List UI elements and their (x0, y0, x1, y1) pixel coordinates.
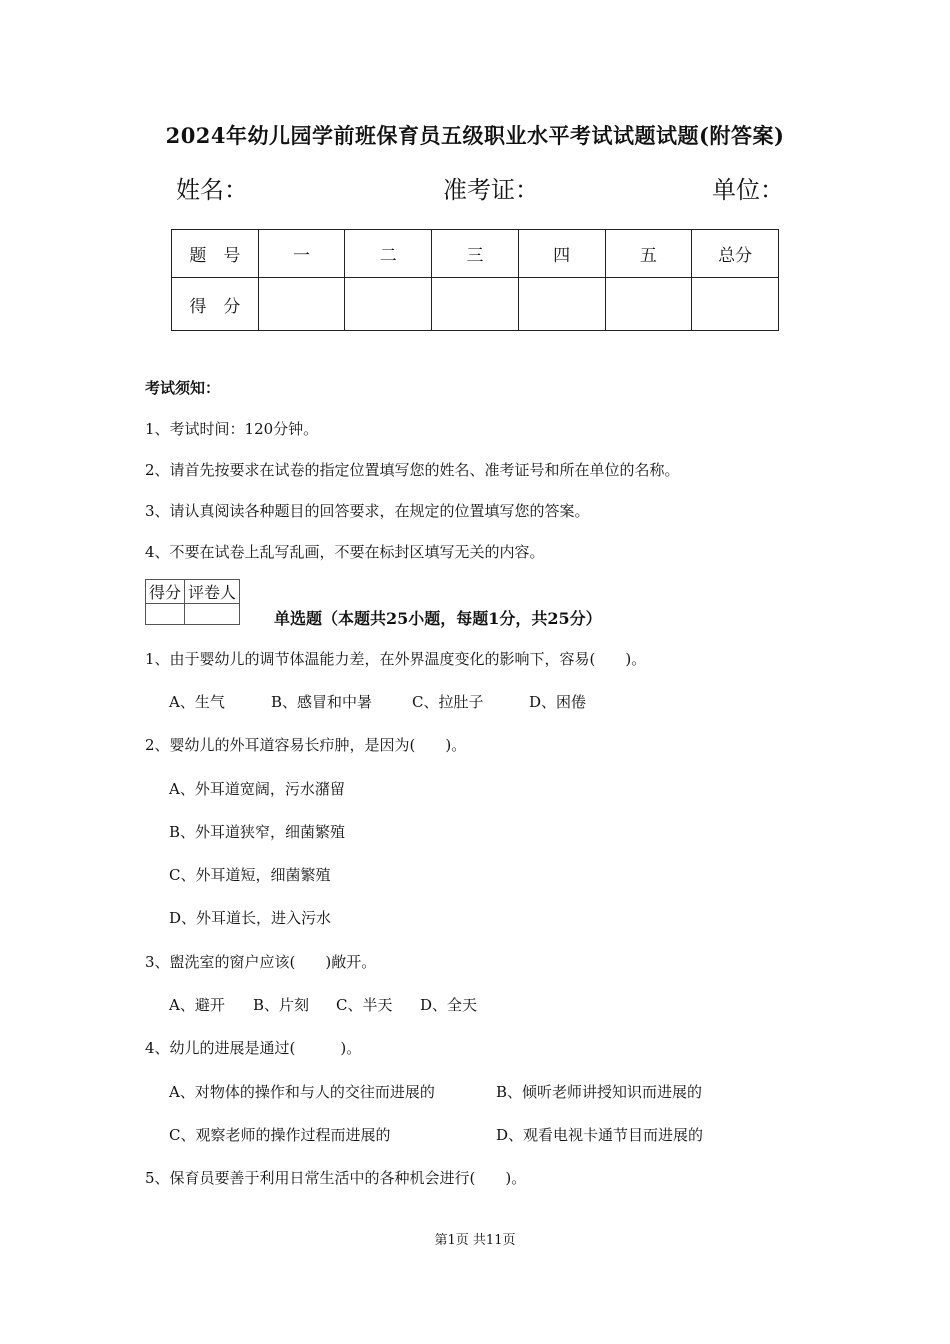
unit-field-label: 单位： (712, 176, 784, 204)
notes-item: 3、请认真阅读各种题目的回答要求，在规定的位置填写您的答案。 (145, 502, 590, 520)
question-option[interactable]: A、外耳道宽阔，污水潴留 (169, 780, 345, 798)
notes-item: 2、请首先按要求在试卷的指定位置填写您的姓名、准考证号和所在单位的名称。 (145, 461, 680, 479)
question-option[interactable]: D、全天 (420, 996, 478, 1014)
grader-box (145, 579, 240, 625)
grader-name-label: 评卷人 (185, 580, 240, 604)
score-entry-cell[interactable] (605, 278, 692, 331)
question-option[interactable]: C、观察老师的操作过程而进展的 (169, 1126, 391, 1144)
question-option[interactable]: B、片刻 (253, 996, 310, 1014)
question-option[interactable]: B、外耳道狭窄，细菌繁殖 (169, 823, 346, 841)
score-table-cell: 四 (518, 230, 605, 278)
score-table-score-row (172, 278, 779, 331)
score-table (171, 229, 779, 331)
question-option[interactable]: A、生气 (169, 693, 225, 711)
question-option[interactable]: B、倾听老师讲授知识而进展的 (496, 1083, 703, 1101)
notes-item: 4、不要在试卷上乱写乱画，不要在标封区填写无关的内容。 (145, 543, 545, 561)
score-table-cell: 二 (345, 230, 432, 278)
score-table-cell: 五 (605, 230, 692, 278)
notes-item: 1、考试时间：120分钟。 (145, 420, 319, 438)
question-option[interactable]: D、外耳道长，进入污水 (169, 909, 332, 927)
question-stem: 2、婴幼儿的外耳道容易长疖肿，是因为( )。 (145, 736, 467, 754)
question-option[interactable]: C、半天 (336, 996, 393, 1014)
score-table-cell: 三 (432, 230, 519, 278)
question-option[interactable]: D、困倦 (529, 693, 587, 711)
score-entry-cell[interactable] (432, 278, 519, 331)
grader-name-cell[interactable] (185, 604, 240, 625)
score-entry-cell[interactable] (518, 278, 605, 331)
name-field-label: 姓名： (176, 176, 248, 204)
score-table-cell: 一 (258, 230, 345, 278)
page-footer: 第1页 共11页 (434, 1233, 516, 1248)
question-option[interactable]: A、对物体的操作和与人的交往而进展的 (169, 1083, 435, 1101)
question-option[interactable]: C、拉肚子 (412, 693, 484, 711)
question-stem: 4、幼儿的进展是通过( )。 (145, 1039, 362, 1057)
question-stem: 1、由于婴幼儿的调节体温能力差，在外界温度变化的影响下，容易( )。 (145, 650, 647, 668)
question-stem: 3、盥洗室的窗户应该( )敞开。 (145, 953, 377, 971)
question-stem: 5、保育员要善于利用日常生活中的各种机会进行( )。 (145, 1169, 527, 1187)
notes-title: 考试须知： (145, 379, 221, 397)
score-table-cell: 总分 (692, 230, 779, 278)
grader-score-label: 得分 (146, 580, 185, 604)
score-table-header-row (172, 230, 779, 278)
question-option[interactable]: B、感冒和中暑 (271, 693, 373, 711)
question-option[interactable]: D、观看电视卡通节目而进展的 (496, 1126, 704, 1144)
score-entry-cell[interactable] (258, 278, 345, 331)
score-entry-cell[interactable] (692, 278, 779, 331)
section-title: 单选题（本题共25小题，每题1分，共25分） (274, 609, 602, 628)
question-option[interactable]: A、避开 (169, 996, 225, 1014)
exam-id-field-label: 准考证： (443, 176, 539, 204)
question-option[interactable]: C、外耳道短，细菌繁殖 (169, 866, 331, 884)
score-table-cell: 得 分 (172, 278, 259, 331)
grader-score-cell[interactable] (146, 604, 185, 625)
score-entry-cell[interactable] (345, 278, 432, 331)
score-table-cell: 题 号 (172, 230, 259, 278)
page-title: 2024年幼儿园学前班保育员五级职业水平考试试题试题(附答案) (165, 123, 785, 148)
